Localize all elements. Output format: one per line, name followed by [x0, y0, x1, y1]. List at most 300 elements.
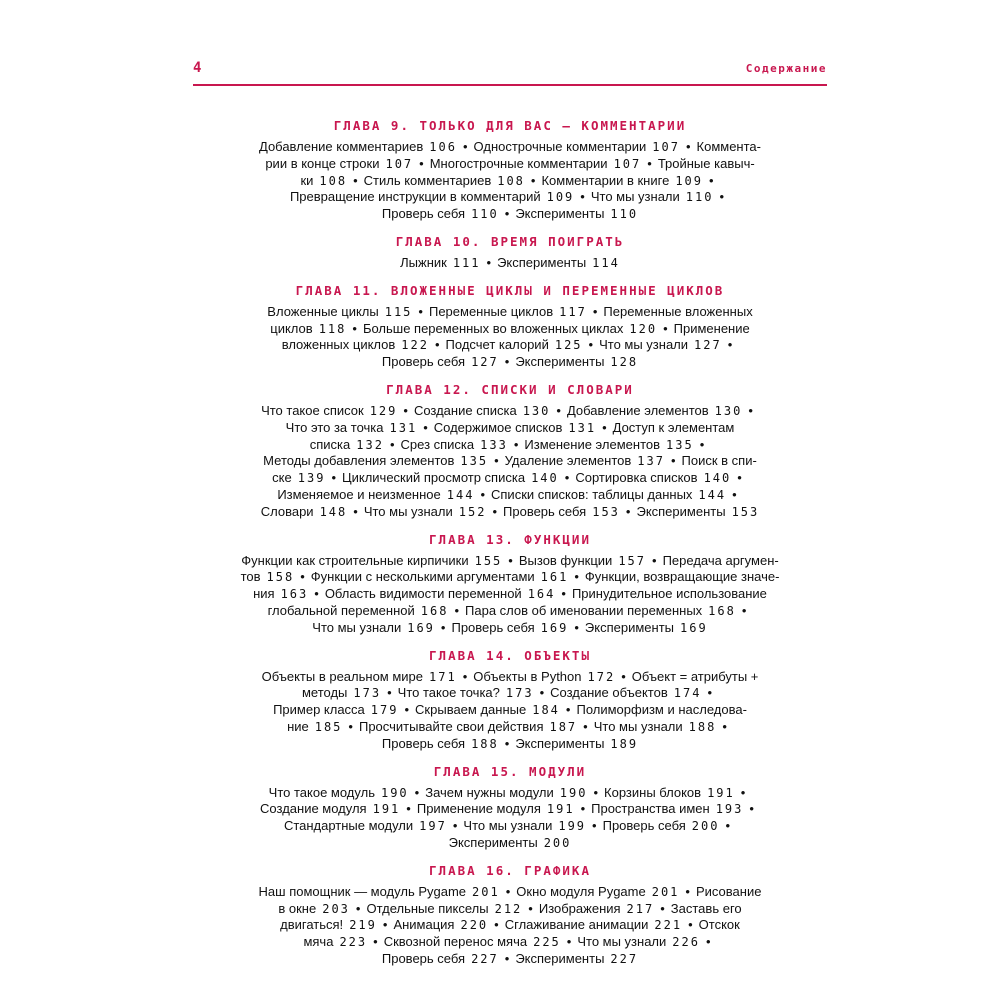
page-reference: 171	[429, 669, 457, 684]
bullet-separator: •	[504, 354, 510, 370]
toc-line	[195, 304, 825, 321]
entry-title: Подсчет калорий	[445, 337, 549, 353]
entry-title: Применение модуля	[416, 801, 541, 817]
page-reference: 200	[691, 819, 720, 834]
chapter-title: ГЛАВА 16. ГРАФИКА	[429, 862, 591, 878]
entry-title: Объект = атрибуты +	[631, 668, 759, 684]
page-reference: 128	[610, 355, 639, 370]
page-reference: 201	[651, 884, 680, 899]
chapter-section	[195, 118, 825, 223]
toc-line	[195, 901, 825, 918]
entry-title: Однострочные комментарии	[473, 139, 647, 154]
bullet-separator: •	[348, 718, 353, 734]
chapter-section	[195, 532, 825, 637]
page-reference: 127	[471, 355, 499, 370]
bullet-separator: •	[452, 818, 458, 834]
toc-line	[195, 487, 825, 504]
chapter-section	[195, 863, 825, 968]
entry-title: Что такое модуль	[268, 784, 375, 800]
entry-title: Лыжник	[400, 254, 447, 270]
bullet-separator: •	[373, 934, 378, 950]
page-reference: 157	[618, 553, 647, 568]
page-reference: 193	[715, 802, 744, 817]
entry-title: Пример класса	[273, 702, 365, 718]
entry-title: Корзины блоков	[604, 784, 702, 800]
bullet-separator: •	[727, 337, 733, 353]
page-reference: 110	[685, 190, 714, 205]
page-reference: 107	[652, 140, 680, 154]
header-rule	[193, 84, 827, 86]
toc-line	[195, 884, 825, 901]
bullet-separator: •	[660, 900, 665, 916]
entry-title: Стиль комментариев	[363, 172, 492, 188]
chapter-section	[195, 234, 825, 272]
bullet-separator: •	[480, 486, 485, 502]
entry-title: ния	[253, 586, 275, 602]
page-reference: 120	[629, 321, 658, 336]
chapter-title: ГЛАВА 12. СПИСКИ И СЛОВАРИ	[386, 381, 634, 397]
toc-line	[195, 801, 825, 818]
bullet-separator: •	[462, 668, 468, 684]
bullet-separator: •	[300, 569, 305, 585]
toc-line	[195, 586, 825, 603]
page-reference: 152	[458, 504, 487, 519]
toc-line	[195, 669, 825, 686]
entry-title: Полиморфизм и наследова-	[576, 702, 747, 718]
page-reference: 118	[318, 321, 347, 336]
bullet-separator: •	[423, 419, 428, 435]
page-reference: 127	[694, 338, 722, 353]
chapter-section	[195, 283, 825, 371]
chapter-section	[195, 382, 825, 521]
page-reference: 125	[554, 338, 583, 353]
entry-title: Эксперименты	[515, 206, 605, 222]
entry-title: Создание модуля	[260, 801, 367, 817]
entry-title: Переменные вложенных	[603, 303, 753, 319]
page-reference: 227	[610, 951, 639, 966]
toc-line	[195, 951, 825, 968]
bullet-separator: •	[705, 934, 711, 950]
entry-title: рии в конце строки	[265, 155, 380, 171]
entry-title: Отдельные пикселы	[366, 900, 489, 916]
page-reference: 189	[610, 736, 639, 751]
bullet-separator: •	[492, 503, 498, 519]
bullet-separator: •	[504, 206, 510, 222]
page-reference: 190	[380, 785, 409, 800]
entry-title: Пара слов об именовании переменных	[465, 602, 703, 618]
page-reference: 225	[533, 935, 561, 950]
entry-title: списка	[309, 436, 351, 452]
page-reference: 108	[319, 173, 348, 188]
chapter-section	[195, 648, 825, 753]
bullet-separator: •	[647, 155, 652, 171]
entry-title: Срез списка	[400, 436, 475, 452]
entry-title: Наш помощник — модуль Pygame	[258, 883, 467, 899]
entry-title: Изображения	[538, 900, 621, 916]
bullet-separator: •	[741, 602, 747, 618]
entry-title: Проверь себя	[381, 206, 466, 222]
bullet-separator: •	[574, 569, 579, 585]
entry-title: Принудительное использование	[571, 586, 767, 602]
toc-line	[195, 156, 825, 173]
page-reference: 164	[527, 587, 556, 602]
bullet-separator: •	[583, 718, 588, 734]
entry-title: Списки списков: таблицы данных	[491, 486, 693, 502]
toc-line	[195, 321, 825, 338]
entry-title: Создание списка	[413, 402, 517, 418]
entry-title: Анимация	[393, 917, 455, 933]
entry-title: Эксперименты	[448, 834, 538, 850]
toc-line	[195, 719, 825, 736]
chapter-title: ГЛАВА 13. ФУНКЦИИ	[429, 531, 591, 547]
page-reference: 169	[680, 620, 708, 635]
toc-line	[195, 917, 825, 934]
page-reference: 129	[369, 403, 398, 418]
toc-line	[195, 206, 825, 223]
page-reference: 153	[731, 504, 760, 519]
bullet-separator: •	[513, 436, 519, 452]
page-reference: 139	[297, 471, 326, 486]
entry-title: Что это за точка	[285, 419, 384, 435]
page-reference: 169	[407, 620, 435, 635]
entry-title: вложенных циклов	[281, 337, 396, 353]
page-reference: 117	[559, 304, 587, 319]
page-reference: 199	[558, 819, 587, 834]
page-reference: 169	[540, 620, 569, 635]
entry-title: Изменение элементов	[524, 436, 661, 452]
page-reference: 200	[543, 835, 572, 850]
bullet-separator: •	[663, 320, 668, 336]
entry-title: Объекты в Python	[473, 668, 582, 684]
entry-title: Что мы узнали	[577, 934, 667, 950]
chapter-title: ГЛАВА 14. ОБЪЕКТЫ	[429, 647, 591, 663]
page-reference: 135	[666, 437, 694, 452]
entry-title: Больше переменных во вложенных циклах	[362, 320, 624, 336]
entry-title: Объекты в реальном мире	[261, 668, 424, 684]
page-reference: 107	[385, 156, 414, 171]
entry-title: Эксперименты	[515, 735, 605, 751]
entry-title: Что мы узнали	[599, 337, 689, 353]
entry-title: мяча	[303, 934, 334, 950]
bullet-separator: •	[685, 139, 691, 154]
bullet-separator: •	[707, 685, 712, 701]
entry-title: Циклический просмотр списка	[342, 470, 526, 486]
bullet-separator: •	[588, 337, 594, 353]
bullet-separator: •	[748, 402, 753, 418]
page-reference: 201	[472, 884, 500, 899]
entry-title: Словари	[260, 503, 314, 519]
page-reference: 203	[322, 901, 350, 916]
toc-line	[195, 453, 825, 470]
toc-line	[195, 835, 825, 852]
entry-title: Просчитывайте свои действия	[358, 718, 544, 734]
page-reference: 130	[714, 403, 743, 418]
entry-title: Эксперименты	[636, 503, 726, 519]
entry-title: Проверь себя	[381, 354, 466, 370]
entry-title: Что мы узнали	[590, 189, 680, 205]
entry-title: глобальной переменной	[267, 602, 415, 618]
page-reference: 110	[471, 207, 499, 222]
bullet-separator: •	[580, 189, 585, 205]
page-reference: 223	[339, 935, 368, 950]
entry-title: Тройные кавыч-	[657, 155, 755, 171]
entry-title: Скрываем данные	[415, 702, 527, 718]
entry-title: Сквозной перенос мяча	[383, 934, 528, 950]
toc-line	[195, 553, 825, 570]
page-reference: 144	[698, 487, 727, 502]
entry-title: Пространства имен	[591, 801, 710, 817]
toc-line	[195, 785, 825, 802]
entry-title: Эксперименты	[584, 619, 675, 635]
entry-title: Что мы узнали	[312, 619, 402, 635]
page-reference: 110	[610, 207, 639, 222]
page-reference: 122	[401, 338, 429, 353]
bullet-separator: •	[719, 189, 725, 205]
page-reference: 219	[349, 918, 377, 933]
bullet-separator: •	[504, 950, 510, 966]
bullet-separator: •	[462, 139, 468, 154]
bullet-separator: •	[737, 470, 742, 486]
toc-line	[195, 173, 825, 190]
entry-title: Превращение инструкции в комментарий	[289, 189, 541, 205]
entry-title: Вложенные циклы	[267, 303, 379, 319]
entry-title: двигаться!	[280, 917, 344, 933]
entry-title: методы	[301, 685, 348, 701]
entry-title: Стандартные модули	[283, 818, 414, 834]
page-reference: 155	[474, 553, 503, 568]
entry-title: Многострочные комментарии	[429, 155, 608, 171]
page-reference: 144	[446, 487, 475, 502]
toc-line	[195, 470, 825, 487]
page-reference: 184	[532, 703, 560, 718]
page-reference: 161	[540, 570, 569, 585]
toc-line	[195, 420, 825, 437]
page-reference: 140	[703, 471, 732, 486]
entry-title: Поиск в спи-	[681, 453, 757, 469]
page-reference: 109	[546, 190, 575, 205]
entry-title: Удаление элементов	[504, 453, 632, 469]
bullet-separator: •	[539, 685, 545, 701]
toc-line	[195, 337, 825, 354]
page-reference: 107	[613, 156, 642, 171]
entry-title: Что такое точка?	[397, 685, 500, 701]
page-reference: 115	[384, 304, 413, 319]
page-reference: 197	[419, 819, 447, 834]
chapter-title: ГЛАВА 10. ВРЕМЯ ПОИГРАТЬ	[395, 233, 625, 249]
page-reference: 221	[654, 918, 683, 933]
entry-title: Что мы узнали	[593, 718, 683, 734]
page-reference: 106	[429, 140, 457, 154]
entry-title: Добавление комментариев	[259, 139, 424, 154]
chapter-title: ГЛАВА 9. ТОЛЬКО ДЛЯ ВАС — КОММЕНТАРИИ	[333, 118, 687, 133]
bullet-separator: •	[414, 784, 420, 800]
toc-line	[195, 255, 825, 272]
entry-title: тов	[240, 569, 261, 585]
bullet-separator: •	[574, 619, 579, 635]
entry-title: Отскок	[698, 917, 740, 933]
page-reference: 133	[480, 437, 508, 452]
bullet-separator: •	[561, 586, 566, 602]
page-reference: 163	[280, 587, 309, 602]
entry-title: Проверь себя	[451, 619, 535, 635]
chapter-title: ГЛАВА 11. ВЛОЖЕННЫЕ ЦИКЛЫ И ПЕРЕМЕННЫЕ ЦИКЛОВ	[295, 282, 725, 298]
page-header	[193, 60, 827, 88]
page-reference: 131	[568, 420, 597, 435]
bullet-separator: •	[556, 402, 561, 418]
entry-title: Сглаживание анимации	[504, 917, 649, 933]
bullet-separator: •	[732, 486, 737, 502]
page-reference: 188	[471, 736, 499, 751]
bullet-separator: •	[592, 303, 598, 319]
page-reference: 140	[531, 471, 559, 486]
bullet-separator: •	[418, 303, 423, 319]
bullet-separator: •	[528, 900, 533, 916]
toc-line	[195, 437, 825, 454]
entry-title: Проверь себя	[503, 503, 587, 519]
bullet-separator: •	[530, 172, 536, 188]
page-reference: 111	[452, 255, 481, 270]
entry-title: Переменные циклов	[428, 303, 554, 319]
bullet-separator: •	[486, 254, 492, 270]
entry-title: ске	[272, 470, 292, 486]
page-reference: 187	[549, 719, 578, 734]
bullet-separator: •	[353, 503, 358, 519]
bullet-separator: •	[387, 685, 392, 701]
bullet-separator: •	[404, 702, 410, 718]
bullet-separator: •	[494, 453, 499, 469]
bullet-separator: •	[688, 917, 693, 933]
bullet-separator: •	[454, 602, 460, 618]
entry-title: циклов	[270, 320, 313, 336]
entry-title: Эксперименты	[515, 354, 605, 370]
bullet-separator: •	[389, 436, 395, 452]
bullet-separator: •	[699, 436, 705, 452]
page-reference: 109	[675, 173, 703, 188]
entry-title: Функции, возвращающие значе-	[584, 569, 780, 585]
page-reference: 158	[266, 570, 295, 585]
bullet-separator: •	[564, 470, 570, 486]
bullet-separator: •	[505, 883, 511, 899]
bullet-separator: •	[749, 801, 754, 817]
bullet-separator: •	[355, 900, 361, 916]
toc-line	[195, 934, 825, 951]
bullet-separator: •	[670, 453, 676, 469]
toc-line	[195, 818, 825, 835]
entry-title: Методы добавления элементов	[263, 453, 455, 469]
entry-title: Изменяемое и неизменное	[277, 486, 441, 502]
entry-title: Применение	[673, 320, 750, 336]
bullet-separator: •	[434, 337, 440, 353]
entry-title: Заставь его	[670, 900, 742, 916]
entry-title: Функции с несколькими аргументами	[310, 569, 535, 585]
bullet-separator: •	[565, 702, 571, 718]
page-reference: 179	[370, 703, 399, 718]
page-reference: 226	[672, 935, 700, 950]
chapter-title: ГЛАВА 15. МОДУЛИ	[433, 763, 587, 779]
bullet-separator: •	[419, 155, 424, 171]
page-reference: 131	[389, 420, 418, 435]
bullet-separator: •	[593, 784, 599, 800]
bullet-separator: •	[652, 552, 657, 568]
entry-title: ние	[287, 718, 309, 734]
page-reference: 220	[460, 918, 489, 933]
bullet-separator: •	[725, 818, 731, 834]
toc-line	[195, 620, 825, 637]
entry-title: Комментарии в книге	[541, 172, 670, 188]
entry-title: Содержимое списков	[433, 419, 563, 435]
entry-title: Проверь себя	[381, 735, 466, 751]
entry-title: Что мы узнали	[363, 503, 453, 519]
entry-title: Доступ к элементам	[612, 419, 735, 435]
page-reference: 132	[356, 437, 384, 452]
entry-title: Что мы узнали	[463, 818, 553, 834]
bullet-separator: •	[353, 172, 358, 188]
bullet-separator: •	[382, 917, 388, 933]
bullet-separator: •	[508, 552, 513, 568]
page-reference: 212	[494, 901, 523, 916]
entry-title: Эксперименты	[515, 950, 605, 966]
page-reference: 168	[708, 603, 736, 618]
page-number: 4	[193, 60, 202, 76]
bullet-separator: •	[504, 735, 510, 751]
page-reference: 173	[505, 686, 534, 701]
bullet-separator: •	[331, 470, 336, 486]
entry-title: Сортировка списков	[575, 470, 698, 486]
page-reference: 148	[319, 504, 348, 519]
entry-title: Что такое список	[261, 402, 364, 418]
entry-title: Область видимости переменной	[324, 586, 522, 602]
bullet-separator: •	[403, 402, 408, 418]
page-reference: 153	[592, 504, 620, 519]
bullet-separator: •	[709, 172, 714, 188]
entry-title: Проверь себя	[602, 818, 686, 834]
bullet-separator: •	[685, 883, 690, 899]
entry-title: Вызов функции	[518, 552, 613, 568]
bullet-separator: •	[352, 320, 357, 336]
toc-line	[195, 504, 825, 521]
page-reference: 108	[497, 173, 525, 188]
page-reference: 130	[522, 403, 551, 418]
entry-title: в окне	[278, 900, 317, 916]
page-reference: 191	[707, 785, 735, 800]
page-reference: 227	[471, 951, 499, 966]
bullet-separator: •	[406, 801, 411, 817]
toc-line	[195, 702, 825, 719]
page-reference: 114	[592, 255, 620, 270]
table-of-contents	[195, 118, 825, 979]
chapter-section	[195, 764, 825, 852]
bullet-separator: •	[566, 934, 572, 950]
page-reference: 190	[559, 785, 588, 800]
entry-title: Добавление элементов	[566, 402, 709, 418]
toc-line	[195, 189, 825, 206]
running-section-title: Содержание	[745, 62, 827, 75]
bullet-separator: •	[722, 718, 727, 734]
toc-line	[195, 403, 825, 420]
bullet-separator: •	[494, 917, 499, 933]
bullet-separator: •	[580, 801, 586, 817]
bullet-separator: •	[625, 503, 631, 519]
toc-line	[195, 736, 825, 753]
page-reference: 191	[546, 802, 575, 817]
page-reference: 174	[673, 686, 702, 701]
entry-title: Рисование	[695, 883, 762, 899]
page-reference: 191	[372, 802, 401, 817]
page-reference: 137	[637, 454, 665, 469]
toc-line	[195, 603, 825, 620]
toc-line	[195, 354, 825, 371]
page-reference: 168	[420, 603, 449, 618]
